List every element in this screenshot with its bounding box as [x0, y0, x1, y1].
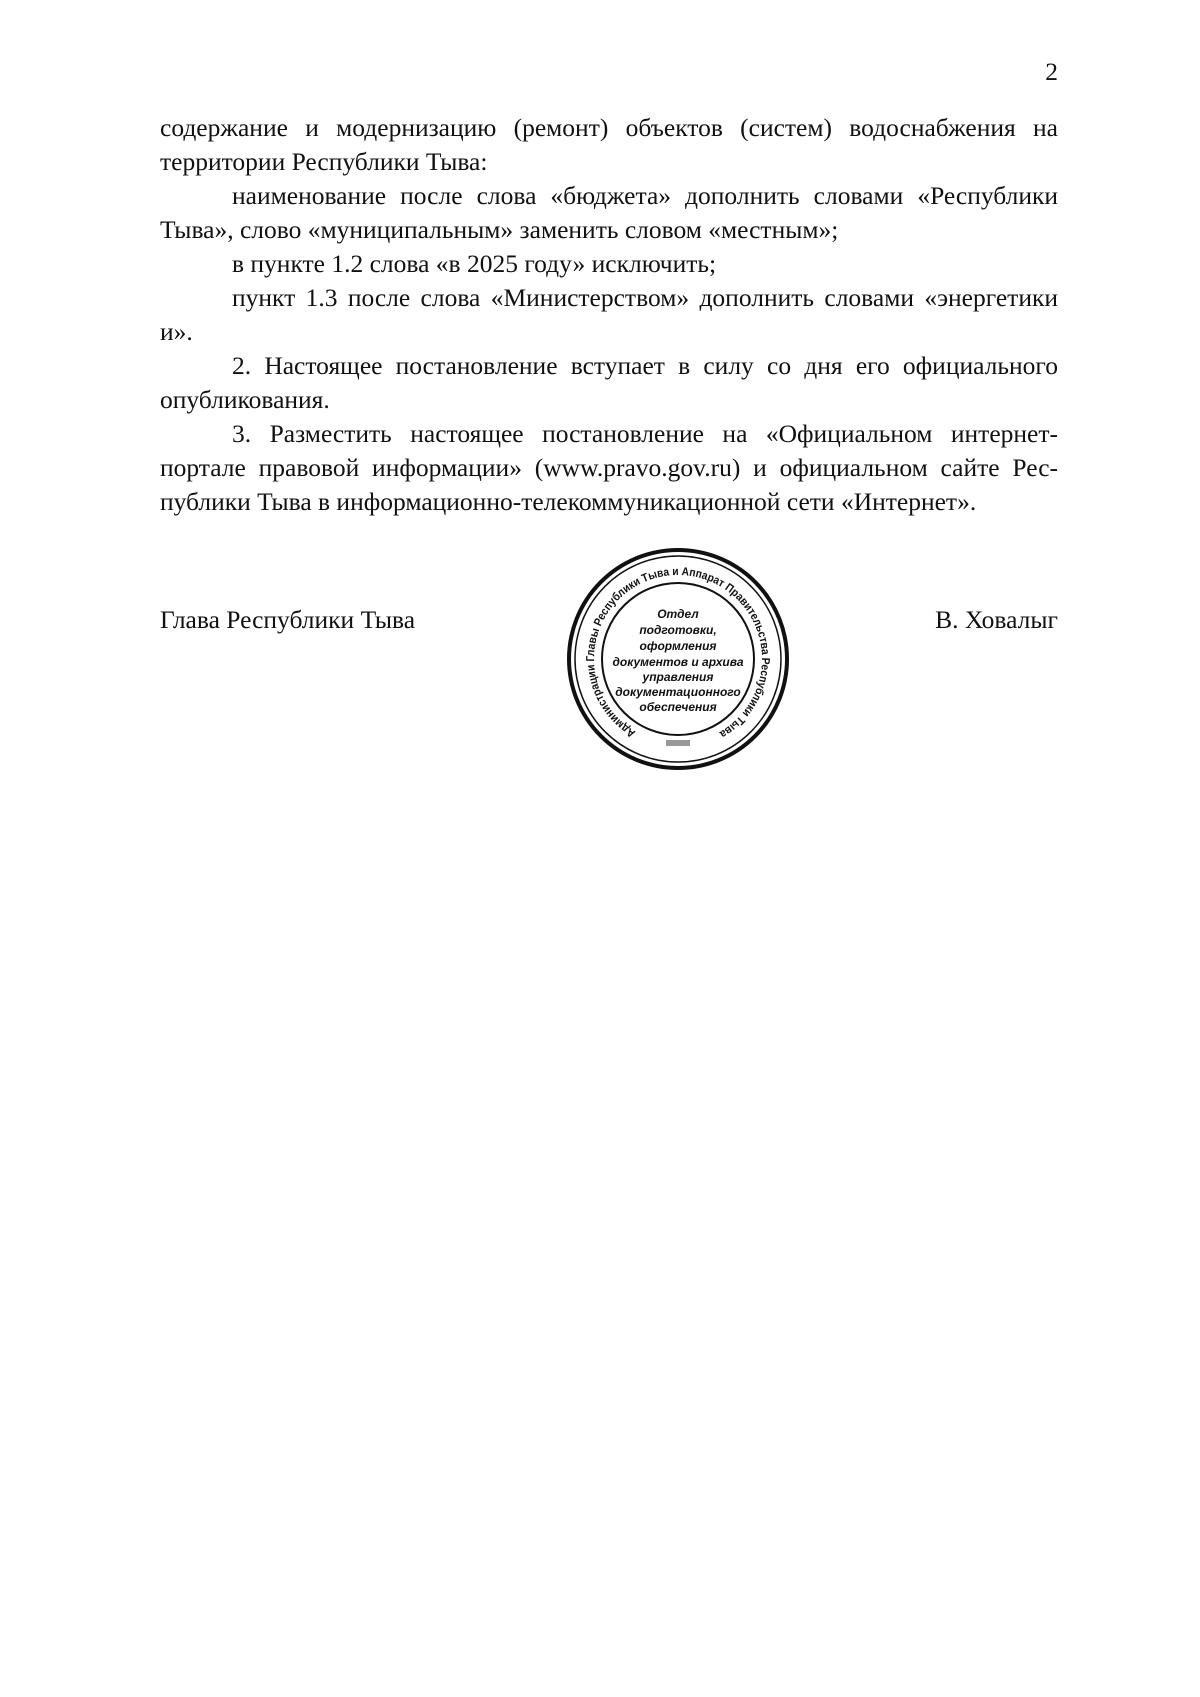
signatory-title: Глава Республики Тыва	[160, 605, 416, 634]
body-line: наименование после слова «бюджета» дополнить словами «Республики	[232, 181, 1058, 210]
stamp-inner-line: управления	[642, 670, 714, 684]
body-line: Тыва», слово «муниципальным» заменить словом «местным»;	[160, 215, 839, 244]
stamp-ring-text: Администрации Главы Республики Тыва и Аппарат Правительства Республики Тыва	[584, 565, 772, 741]
body-line: портале правовой информации» (www.pravo.gov.ru) и официальном сайте Рес-	[160, 453, 1058, 482]
document-body	[160, 111, 1058, 519]
stamp-inner-line: документов и архива	[612, 655, 744, 669]
body-line: пункт 1.3 после слова «Министерством» дополнить словами «энергетики	[232, 283, 1058, 312]
body-line: опубликования.	[160, 385, 330, 414]
official-stamp	[564, 544, 792, 774]
body-line: публики Тыва в информационно-телекоммуникационной сети «Интернет».	[160, 487, 977, 516]
stamp-inner-line: документационного	[615, 685, 741, 699]
stamp-inner-line: оформления	[639, 639, 717, 653]
stamp-bottom-mark	[666, 740, 690, 746]
page-number: 2	[1045, 57, 1058, 86]
body-line: 3. Разместить настоящее постановление на «Официальном интернет-	[232, 419, 1058, 448]
stamp-inner-line: обеспечения	[639, 700, 717, 714]
body-line: территории Республики Тыва:	[160, 147, 488, 176]
stamp-inner-line: подготовки,	[639, 623, 717, 637]
body-line: и».	[160, 317, 193, 346]
body-line: 2. Настоящее постановление вступает в силу со дня его официального	[232, 351, 1058, 380]
signatory-name: В. Ховалыг	[935, 605, 1058, 634]
body-line: содержание и модернизацию (ремонт) объектов (систем) водоснабжения на	[160, 113, 1058, 142]
stamp-inner-line: Отдел	[657, 607, 699, 621]
body-line: в пункте 1.2 слова «в 2025 году» исключить;	[232, 249, 717, 278]
